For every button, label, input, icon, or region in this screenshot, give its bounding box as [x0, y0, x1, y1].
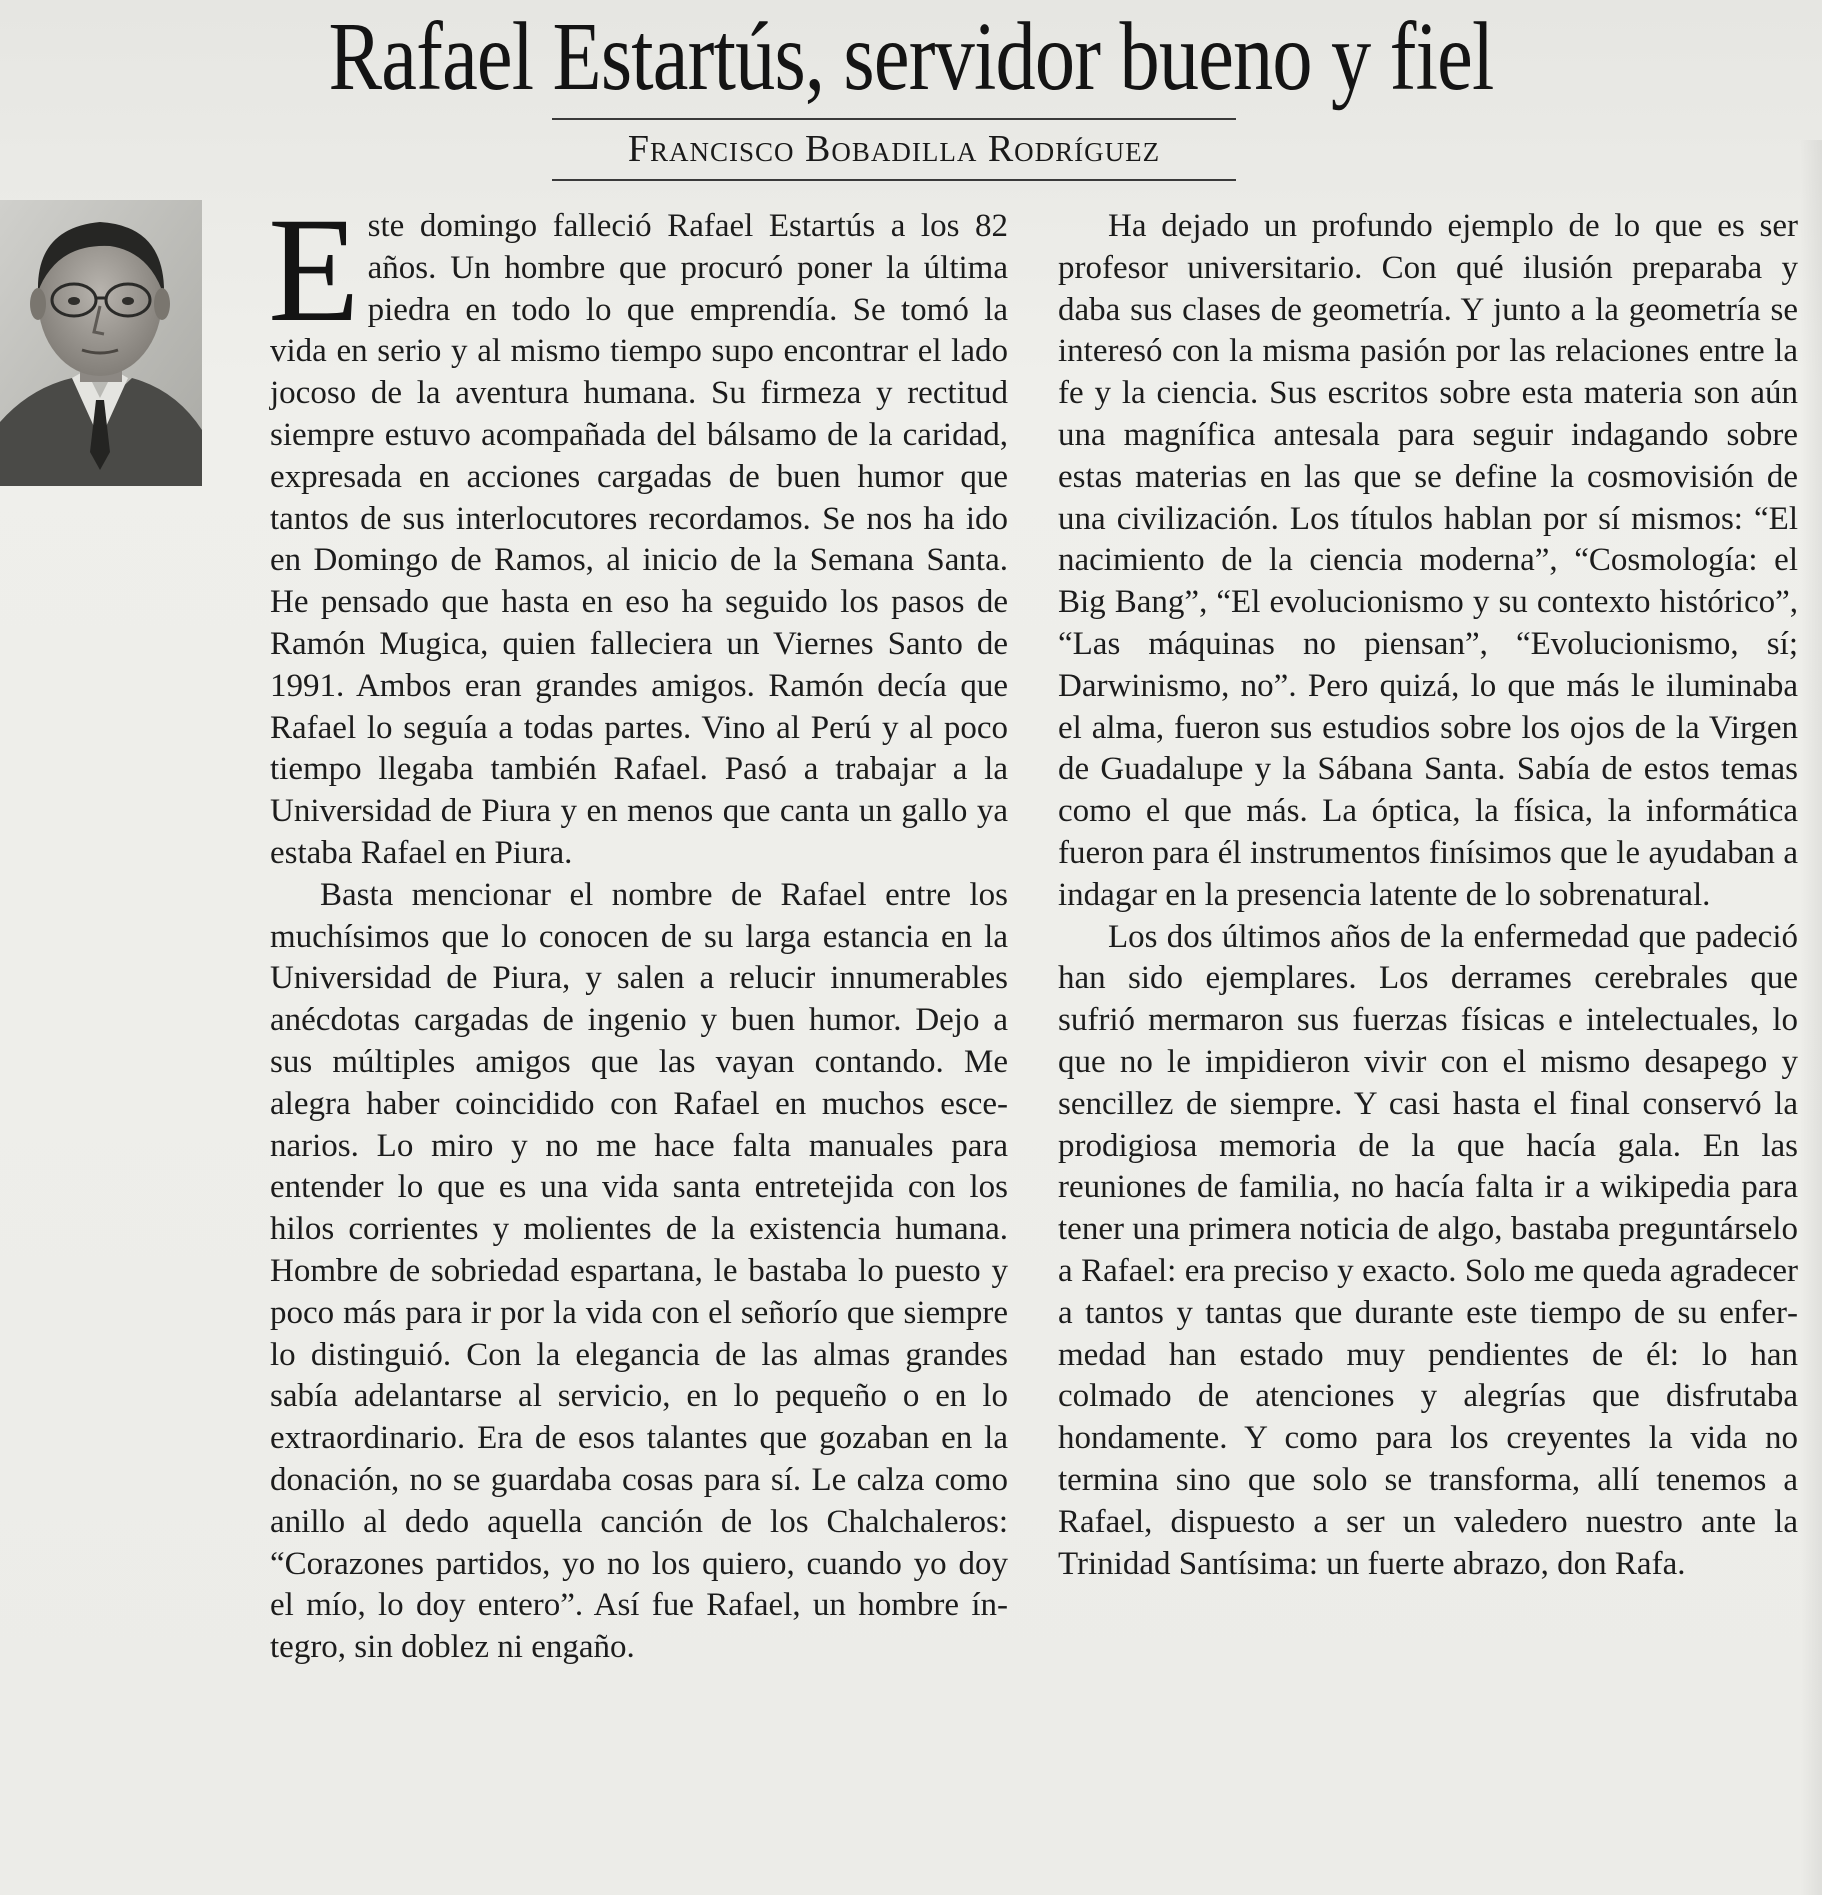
byline-rule-bottom: [552, 179, 1236, 181]
article-paragraph: [268, 187, 1008, 875]
article-column-right: [1058, 206, 1798, 1585]
author-portrait-illustration: [0, 200, 202, 486]
headline: Rafael Estartús, servidor bueno y fiel: [328, 3, 1494, 111]
article-paragraph: Los dos últimos años de la enfermedad que padeció han sido ejemplares. Los derrames cerebrales que sufrió mermaron sus fuerzas físicas e intelectuales, lo que no le impidieron vivir con el mismo desapego y sencillez de siempre. Y casi hasta el final conservó la prodigiosa memoria de la que hacía gala. En las reuniones de familia, no hacía falta ir a wikipedia para tener una primera noticia de algo, bastaba preguntárselo a Rafael: era preciso y exacto. Solo me queda agradecer a tantos y tantas que durante este tiempo de su enfermedad han estado muy pendientes de él: lo han colmado de atenciones y alegrías que disfrutaba hondamente. Y como para los creyentes la vida no termina sino que solo se transforma, allí tenemos a Rafael, dispuesto a ser un valedero nuestro ante la Trinidad Santísima: un fuerte abrazo, don Rafa.: [1058, 918, 1798, 1582]
page-fold-shadow: [1800, 140, 1822, 1895]
author-byline: Francisco Bobadilla Rodríguez: [627, 128, 1161, 170]
article-paragraph: Basta mencionar el nombre de Rafael entre los muchísimos que lo conocen de su larga estancia en la Universidad de Piura, y salen a relucir innumerables anécdotas cargadas de ingenio y buen humor. Dejo a sus múltiples amigos que las vayan contando. Me alegra haber coincidido con Rafael en muchos escenarios. Lo miro y no me hace falta manuales para entender lo que es una vida santa entretejida con los hilos corrientes y molientes de la existencia humana. Hombre de sobriedad espartana, le bastaba lo puesto y poco más para ir por la vida con el señorío que siempre lo distinguió. Con la elegancia de las almas grandes sabía adelantarse al servicio, en lo pequeño o en lo extraordinario. Era de esos talantes que gozaban en la donación, no se guardaba cosas para sí. Le calza como anillo al dedo aquella canción de los Chalchaleros: “Corazones partidos, yo no los quiero, cuando yo doy el mío, lo doy entero”. Así fue Rafael, un hombre íntegro, sin doblez ni engaño.: [270, 876, 1008, 1666]
drop-cap: E: [268, 187, 360, 353]
author-photo: [0, 200, 202, 486]
byline-rule-top: [552, 118, 1236, 120]
article-column-left: [268, 187, 1008, 1669]
paragraph-text: ste domingo falleció Rafael Estartús a los 82 años. Un hombre que procuró poner la última piedra en todo lo que emprendía. Se tomó la vida en serio y al mismo tiempo supo encontrar el lado jocoso de la aventura humana. Su firmeza y rectitud siempre estuvo acompañada del bálsamo de la caridad, expresada en acciones cargadas de buen humor que tantos de sus interlocutores recordamos. Se nos ha ido en Domingo de Ramos, al inicio de la Semana Santa. He pensado que hasta en eso ha seguido los pasos de Ramón Mugica, quien falleciera un Viernes Santo de 1991. Ambos eran grandes amigos. Ramón decía que Rafael lo seguía a todas partes. Vino al Perú y al poco tiempo llegaba también Rafael. Pasó a trabajar a la Universidad de Piura y en menos que canta un gallo ya estaba Rafael en Piura.: [270, 208, 1008, 871]
article-paragraph: Ha dejado un profundo ejemplo de lo que es ser profesor universitario. Con qué ilusión preparaba y daba sus clases de geometría. Y junto a la geometría se interesó con la misma pasión por las relaciones entre la fe y la ciencia. Sus escritos sobre esta materia son aún una magnífica antesala para seguir indagando sobre estas materias en las que se define la cosmovisión de una civilización. Los títulos hablan por sí mismos: “El nacimiento de la ciencia moderna”, “Cosmología: el Big Bang”, “El evolucionismo y su contexto histórico”, “Las máquinas no piensan”, “Evolucionismo, sí; Darwinismo, no”. Pero quizá, lo que más le iluminaba el alma, fueron sus estudios sobre los ojos de la Virgen de Guadalupe y la Sábana Santa. Sabía de estos temas como el que más. La óptica, la física, la informática fueron para él instrumentos finísimos que le ayudaban a indagar en la presencia latente de lo sobrenatural.: [1058, 208, 1798, 913]
